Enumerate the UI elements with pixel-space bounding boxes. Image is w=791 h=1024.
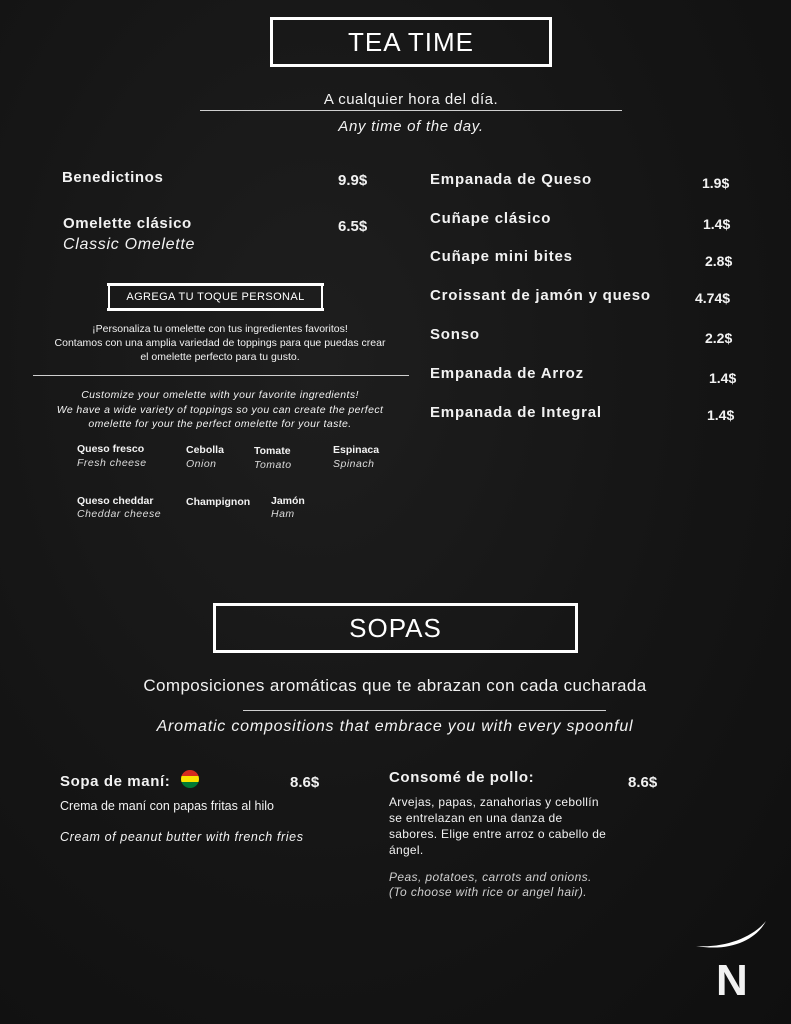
price-benedictinos: 9.9$	[338, 172, 368, 189]
consome-desc-en-1: Peas, potatoes, carrots and onions.	[389, 870, 592, 884]
bolivia-flag-icon	[176, 769, 204, 789]
personal-label: AGREGA TU TOQUE PERSONAL	[126, 291, 305, 303]
item-omelette: Omelette clásico	[63, 215, 192, 232]
consome-desc-es-4: ángel.	[389, 843, 424, 857]
price-croissant: 4.74$	[695, 290, 731, 306]
consome-desc-es-2: se entrelazan en una danza de	[389, 811, 563, 825]
topping-espinaca-en: Spinach	[333, 458, 375, 470]
sopas-title: SOPAS	[349, 612, 442, 643]
price-empanada-arroz: 1.4$	[709, 370, 737, 386]
tea-time-subtitle-en: Any time of the day.	[338, 118, 484, 135]
tea-time-subtitle-es: A cualquier hora del día.	[323, 91, 499, 108]
item-omelette-en: Classic Omelette	[63, 236, 196, 253]
sopas-subtitle-en: Aromatic compositions that embrace you with every spoonful	[156, 718, 634, 735]
personal-label-box	[108, 283, 323, 311]
topping-queso-fresco-en: Fresh cheese	[77, 457, 147, 469]
topping-champignon: Champignon	[186, 496, 251, 508]
brand-swoosh-icon	[694, 918, 770, 952]
item-empanada-arroz: Empanada de Arroz	[430, 365, 584, 382]
price-cunape-mini: 2.8$	[705, 253, 733, 269]
personal-desc-en-3: omelette for your the perfect omelette for your taste.	[88, 418, 352, 430]
sopa-mani-desc-en: Cream of peanut butter with french fries	[60, 830, 304, 844]
sopa-mani-desc-es: Crema de maní con papas fritas al hilo	[60, 799, 274, 813]
personal-desc-es-1: ¡Personaliza tu omelette con tus ingredientes favoritos!	[92, 323, 348, 335]
sopas-subtitle-es: Composiciones aromáticas que te abrazan con cada cucharada	[143, 676, 647, 695]
personal-desc-es-2: Contamos con una amplia variedad de toppings para que puedas crear	[54, 337, 386, 349]
topping-tomate: Tomate	[254, 445, 291, 457]
topping-jamon-en: Ham	[271, 508, 295, 520]
item-empanada-queso: Empanada de Queso	[430, 171, 592, 188]
consome-name: Consomé de pollo:	[389, 769, 535, 786]
topping-queso-fresco: Queso fresco	[77, 443, 145, 455]
personal-desc-en-1: Customize your omelette with your favorite ingredients!	[81, 389, 359, 401]
sopa-mani-price: 8.6$	[290, 774, 320, 791]
item-cunape-mini: Cuñape mini bites	[430, 248, 573, 265]
personal-desc-es-3: el omelette perfecto para tu gusto.	[140, 351, 300, 363]
consome-desc-es-1: Arvejas, papas, zanahorias y cebollín	[389, 795, 599, 809]
item-cunape-clasico: Cuñape clásico	[430, 210, 552, 227]
price-sonso: 2.2$	[705, 330, 733, 346]
item-empanada-integral: Empanada de Integral	[430, 404, 602, 421]
consome-desc-es-3: sabores. Elige entre arroz o cabello de	[389, 827, 607, 841]
topping-queso-cheddar-en: Cheddar cheese	[77, 508, 162, 520]
topping-tomate-en: Tomato	[254, 459, 292, 471]
topping-queso-cheddar: Queso cheddar	[77, 495, 154, 507]
price-cunape-clasico: 1.4$	[703, 216, 731, 232]
tea-time-divider	[200, 110, 622, 111]
item-croissant: Croissant de jamón y queso	[430, 287, 651, 304]
topping-espinaca: Espinaca	[333, 444, 380, 456]
price-empanada-integral: 1.4$	[707, 407, 735, 423]
personal-desc-en-2: We have a wide variety of toppings so you can create the perfect	[56, 404, 384, 416]
tea-time-title: TEA TIME	[348, 26, 474, 57]
price-omelette: 6.5$	[338, 218, 368, 235]
topping-cebolla: Cebolla	[186, 444, 224, 456]
consome-desc-en-2: (To choose with rice or angel hair).	[389, 885, 588, 899]
personal-divider	[33, 375, 409, 376]
item-benedictinos: Benedictinos	[62, 169, 164, 186]
sopa-mani-name: Sopa de maní:	[60, 773, 171, 790]
topping-jamon: Jamón	[271, 495, 305, 507]
consome-price: 8.6$	[628, 774, 658, 791]
sopas-divider	[243, 710, 606, 711]
brand-logo-letter: N	[716, 956, 748, 1005]
price-empanada-queso: 1.9$	[702, 175, 730, 191]
item-sonso: Sonso	[430, 326, 480, 343]
sopas-title-box	[213, 603, 578, 653]
topping-cebolla-en: Onion	[186, 458, 217, 470]
tea-time-title-box	[270, 17, 552, 67]
